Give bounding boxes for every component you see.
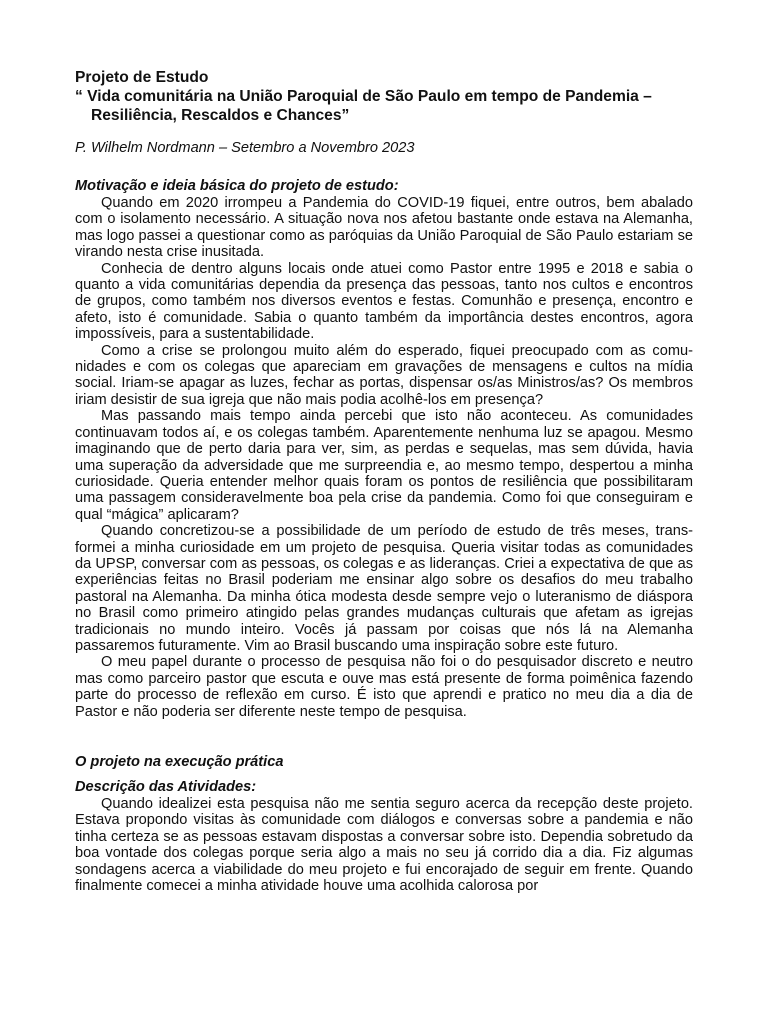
paragraph: Como a crise se prolongou muito além do esperado, fiquei preocupado com as comunidades e com os colegas que apareciam em gravações de mensagens e cultos na mídia social. Iriam-se apagar as luzes, fechar as portas, dispensar os/as Ministros/as? Os membros iriam desistir de sua igreja que não mais podia acolhê-los em presença?	[75, 342, 693, 408]
paragraph: O meu papel durante o processo de pesquisa não foi o do pesquisador discreto e neutro mas como parceiro pastor que escuta e ouve mas está presente de forma poimênica fazendo parte do processo de reflexão em curso. É isto que aprendi e pratico no meu dia a dia de Pastor e não poderia ser diferente neste tempo de pesquisa.	[75, 654, 693, 720]
author-line: P. Wilhelm Nordmann – Setembro a Novembro 2023	[75, 140, 415, 156]
paragraph: Quando idealizei esta pesquisa não me sentia seguro acerca da recepção deste projeto. Estava propondo visitas às comunidade com diálogos e conversas sobre a pandemia e não tinha certeza se as pessoas estavam dispostas a conversar sobre isto. Dependia sobretudo da boa vontade dos colegas porque seria algo a mais no seu já corrido dia a dia. Fiz algumas sondagens acerca a viabilidade do meu projeto e fui encorajado de seguir em frente. Quando finalmente comecei a minha atividade houve uma acolhida calorosa por	[75, 796, 693, 895]
subheading-activities: Descrição das Atividades:	[75, 779, 257, 795]
paragraph: Quando concretizou-se a possibilidade de um período de estudo de três meses, transformei a minha curiosidade em um projeto de pesquisa. Queria visitar todas as comunidades da UPSP, conversar com as pessoas, os colegas e as lideranças. Criei a expectativa de que as experiências feitas no Brasil poderiam me ensinar algo sobre os desafios do meu trabalho pastoral na Alemanha. Da minha ótica modesta desde sempre vejo o luteranismo de diáspora no Brasil como primeiro atingido pelas grandes mudanças culturais que afetam as igrejas tradicionais no mundo inteiro. Vocês já passam por coisas que nós lá na Alemanha passaremos futuramente. Vim ao Brasil buscando uma inspiração sobre este futuro.	[75, 523, 693, 654]
paragraph: Mas passando mais tempo ainda percebi que isto não aconteceu. As comunidades continuavam todos aí, e os colegas também. Aparentemente nenhuma luz se apagou. Mesmo imaginando que de perto daria para ver, sim, as perdas e sequelas, mas sem dúvida, havia uma superação da adversidade que me surpreendia e, ao mesmo tempo, despertou a minha curiosidade. Queria entender melhor quais foram os pontos de resiliência que possibilitaram uma passagem consideravelmente boa pela crise da pandemia. Como foi que conseguiram e qual “mágica” aplicaram?	[75, 408, 693, 523]
section-heading-motivation: Motivação e ideia básica do projeto de estudo:	[75, 178, 399, 194]
document-title: “ Vida comunitária na União Paroquial de São Paulo em tempo de Pandemia – Resiliência, Rescaldos e Chances”	[75, 88, 652, 124]
title-block	[75, 68, 693, 125]
section-body-activities	[75, 796, 693, 894]
project-label: Projeto de Estudo	[75, 69, 209, 86]
section-heading-execution: O projeto na execução prática	[75, 754, 284, 770]
section-body-motivation	[75, 195, 693, 720]
paragraph: Quando em 2020 irrompeu a Pandemia do COVID-19 fiquei, entre outros, bem abalado com o isolamento necessário. A situação nova nos afetou bastante onde estava na Alemanha, mas logo passei a questionar como as paróquias da União Paroquial de São Paulo estariam se virando nesta crise inusitada.	[75, 195, 693, 261]
paragraph: Conhecia de dentro alguns locais onde atuei como Pastor entre 1995 e 2018 e sabia o quanto a vida comunitárias dependia da presença das pessoas, tanto nos cultos e encontros de grupos, como também nos diversos eventos e festas. Comunhão e presença, encontro e afeto, isto é comunidade. Sabia o quanto também da importância destes encontros, agora impossíveis, para a sustentabilidade.	[75, 260, 693, 343]
document-page	[75, 68, 693, 894]
